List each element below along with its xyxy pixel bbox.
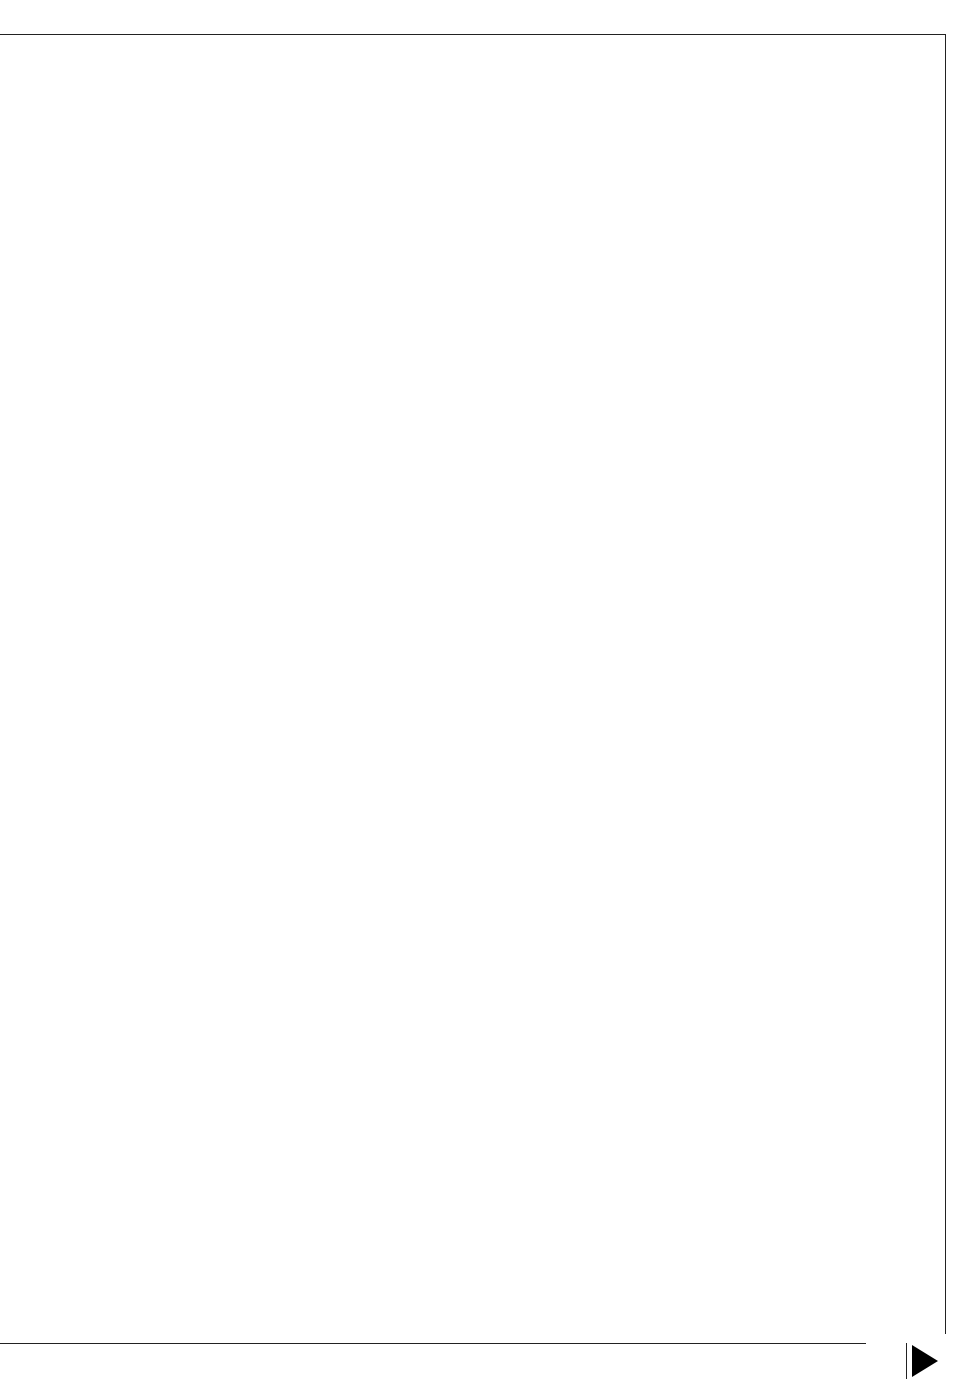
header-rule: [0, 34, 946, 35]
left-text-column: [4, 56, 424, 1331]
page-header: [0, 0, 960, 36]
right-margin-rule: [945, 34, 946, 1334]
right-text-column: [454, 56, 872, 1331]
footer-rule: [0, 1343, 866, 1344]
next-page-arrow-icon: [912, 1345, 938, 1377]
page-number: [868, 1346, 904, 1376]
